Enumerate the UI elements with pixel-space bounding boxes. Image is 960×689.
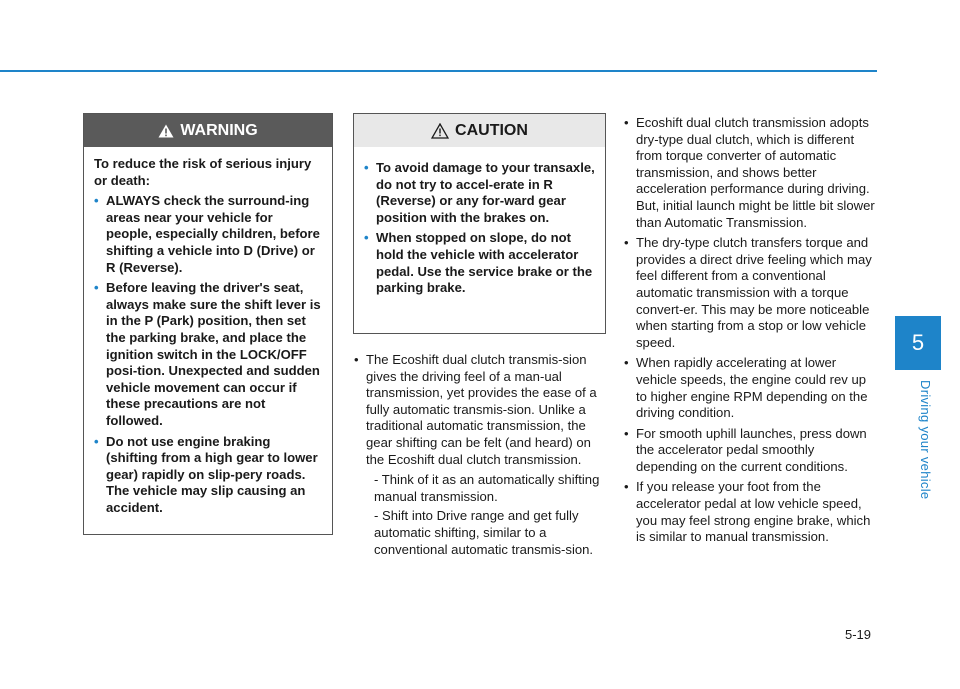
header-rule bbox=[0, 70, 877, 72]
warning-intro: To reduce the risk of serious injury or death: bbox=[94, 156, 312, 188]
list-item: • When rapidly accelerating at lower vehicle speeds, the engine could rev up to higher engine RPM depending on the driving condition. bbox=[624, 355, 879, 421]
page-number: 5-19 bbox=[845, 627, 872, 642]
body-column-right bbox=[624, 115, 879, 550]
warning-item: • ALWAYS check the surround-ing areas near your vehicle for people, especially children, before shifting a vehicle into D (Drive) or R (Reverse). bbox=[94, 193, 322, 276]
list-item bbox=[354, 352, 605, 558]
list-item: • If you release your foot from the accelerator pedal at low vehicle speed, you may feel strong engine brake, which is similar to manual transmission. bbox=[624, 479, 879, 545]
caution-header bbox=[354, 114, 605, 147]
list-item: • Ecoshift dual clutch transmission adopts dry-type dual clutch, which is different from torque converter of automatic transmission, and shows better acceleration performance during driving. But, initial launch might be little bit slower than Automatic Transmission. bbox=[624, 115, 879, 231]
caution-item: • To avoid damage to your transaxle, do not try to accel-erate in R (Reverse) or any for-ward gear position with the brakes on. bbox=[364, 160, 595, 226]
warning-header bbox=[84, 114, 332, 147]
chapter-title: Driving your vehicle bbox=[918, 380, 933, 500]
caution-box bbox=[353, 113, 606, 334]
warning-item: • Do not use engine braking (shifting from a high gear to lower gear) rapidly on slip-pery roads. The vehicle may slip causing an accident. bbox=[94, 434, 322, 517]
warning-title: WARNING bbox=[180, 121, 258, 139]
chapter-number: 5 bbox=[911, 330, 925, 355]
list-item-text: The Ecoshift dual clutch transmis-sion gives the driving feel of a man-ual transmission, yet provides the ease of a fully automatic transmis-sion. Unlike a traditional automatic transmission, the gear shifting can be felt (and heard) on the Ecoshift dual clutch transmission. bbox=[366, 352, 597, 467]
warning-box bbox=[83, 113, 333, 535]
sub-list-item: - Think of it as an automatically shifting manual transmission. bbox=[374, 472, 600, 504]
body-column-middle bbox=[354, 352, 605, 562]
warning-list bbox=[94, 193, 322, 516]
caution-title: CAUTION bbox=[455, 121, 528, 139]
warning-item: • Before leaving the driver's seat, always make sure the shift lever is in the P (Park) position, then set the parking brake, and place the ignition switch in the LOCK/OFF posi-tion. Unexpected and sudden vehicle movement can occur if these precautions are not followed. bbox=[94, 280, 322, 429]
list-item: • The dry-type clutch transfers torque and provides a direct drive feeling which may feel different from a conventional automatic transmission with a torque convert-er. This may be more noticeable when starting from a stop or low vehicle speed. bbox=[624, 235, 879, 351]
warning-triangle-icon bbox=[158, 124, 174, 138]
caution-list bbox=[364, 160, 595, 297]
list-item: • For smooth uphill launches, press down the accelerator pedal smoothly depending on the current conditions. bbox=[624, 426, 879, 476]
chapter-number-tab bbox=[895, 316, 941, 370]
caution-triangle-icon bbox=[431, 123, 449, 139]
sub-list bbox=[366, 472, 605, 558]
caution-item: • When stopped on slope, do not hold the vehicle with accelerator pedal. Use the service brake or the parking brake. bbox=[364, 230, 595, 296]
sub-list-item: - Shift into Drive range and get fully automatic shifting, similar to a conventional automatic transmis-sion. bbox=[374, 508, 594, 557]
